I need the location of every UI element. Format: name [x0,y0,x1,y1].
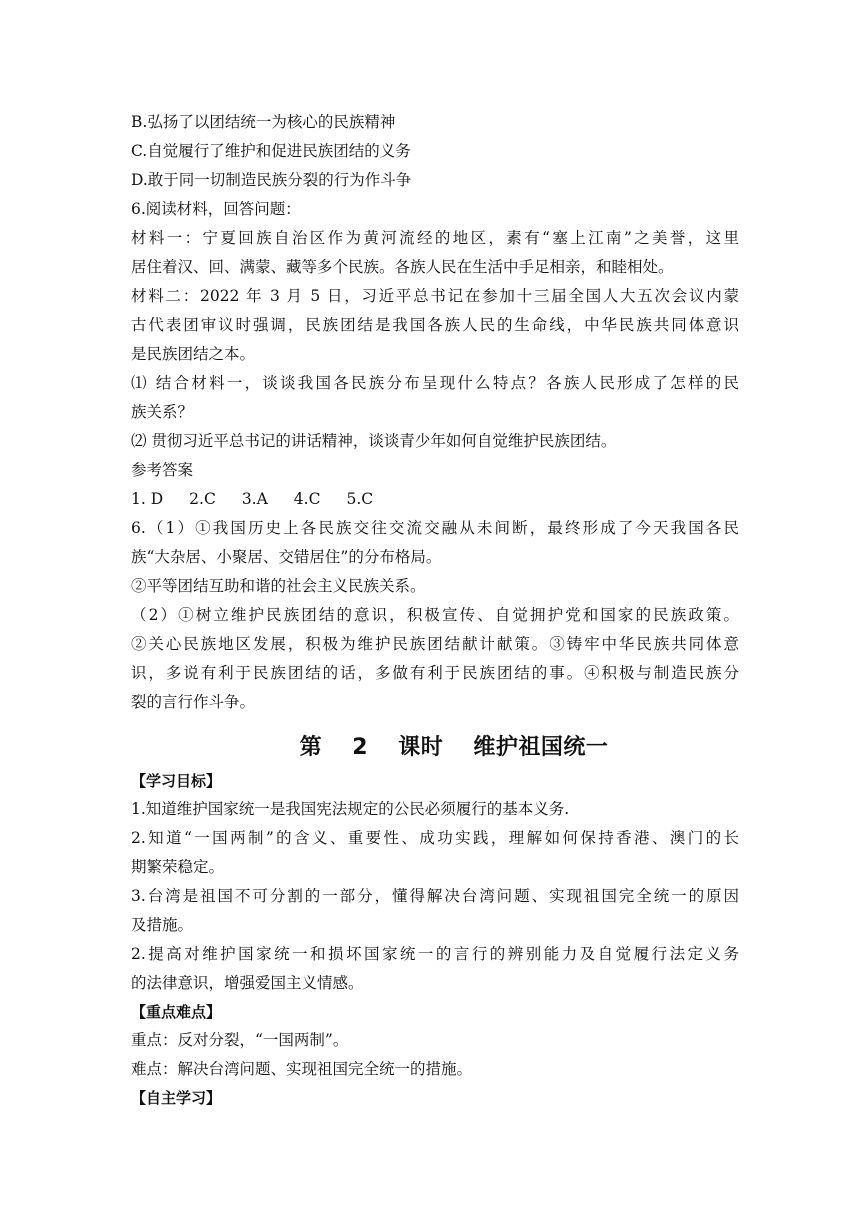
answer-1: 1. D [131,490,164,508]
answer-6-part-1: 6.（1）①我国历史上各民族交往交流交融从未间断，最终形成了今天我国各民 [131,519,739,537]
material-1-line: 居住着汉、回、满蒙、藏等多个民族。各族人民在生活中手足相亲，和睦相处。 [131,258,674,276]
objective-item: 2.知道“一国两制”的含义、重要性、成功实践，理解如何保持香港、澳门的长 [131,829,739,847]
objectives-heading: 【学习目标】 [131,772,222,790]
objective-item: 1.知道维护国家统一是我国宪法规定的公民必须履行的基本义务. [131,800,570,818]
objective-item: 期繁荣稳定。 [131,858,225,876]
objective-item: 的法律意识，增强爱国主义情感。 [131,974,364,992]
option-b: B.弘扬了以团结统一为核心的民族精神 [131,113,396,131]
answer-3: 3.A [241,490,268,508]
material-2-line: 是民族团结之本。 [131,345,256,363]
sub-question-1: 族关系？ [131,403,194,421]
answers-choices [131,485,739,514]
objective-item: 及措施。 [131,916,194,934]
answer-6-part-1: ②平等团结互助和谐的社会主义民族关系。 [131,577,426,595]
answer-4: 4.C [293,490,321,508]
objective-item: 2.提高对维护国家统一和损坏国家统一的言行的辨别能力及自觉履行法定义务 [131,945,739,963]
answer-6-part-2: ②关心民族地区发展，积极为维护民族团结献计献策。③铸牢中华民族共同体意 [131,635,739,653]
key-point: 重点：反对分裂，“一国两制”。 [131,1031,349,1049]
answer-6-part-2: 裂的言行作斗争。 [131,693,256,711]
question-6-stem: 6.阅读材料，回答问题： [131,200,301,218]
option-c: C.自觉履行了维护和促进民族团结的义务 [131,142,411,160]
objective-item: 3.台湾是祖国不可分割的一部分，懂得解决台湾问题、实现祖国完全统一的原因 [131,887,739,905]
material-1-line: 材料一：宁夏回族自治区作为黄河流经的地区，素有“塞上江南”之美誉，这里 [131,229,739,247]
key-points-heading: 【重点难点】 [131,1003,222,1021]
answer-2: 2.C [189,490,216,508]
sub-question-2: ⑵ 贯彻习近平总书记的讲话精神，谈谈青少年如何自觉维护民族团结。 [131,432,617,450]
option-d: D.敢于同一切制造民族分裂的行为作斗争 [131,171,412,189]
answer-6-part-1: 族“大杂居、小聚居、交错居住”的分布格局。 [131,548,442,566]
sub-question-1: ⑴ 结合材料一，谈谈我国各民族分布呈现什么特点？各族人民形成了怎样的民 [131,374,739,392]
document-page [131,108,739,1112]
answer-5: 5.C [346,490,374,508]
answers-heading: 参考答案 [131,461,194,479]
lesson-title: 第 2 课时 维护祖国统一 [299,735,609,760]
answer-6-part-2: （2）①树立维护民族团结的意识，积极宣传、自觉拥护党和国家的民族政策。 [131,606,739,624]
answer-6-part-2: 识，多说有利于民族团结的话，多做有利于民族团结的事。④积极与制造民族分 [131,664,739,682]
material-2-line: 材料二：2022 年 3 月 5 日，习近平总书记在参加十三届全国人大五次会议内蒙 [131,287,739,305]
material-2-line: 古代表团审议时强调，民族团结是我国各族人民的生命线，中华民族共同体意识 [131,316,739,334]
difficult-point: 难点：解决台湾问题、实现祖国完全统一的措施。 [131,1060,473,1078]
self-study-heading: 【自主学习】 [131,1089,222,1107]
